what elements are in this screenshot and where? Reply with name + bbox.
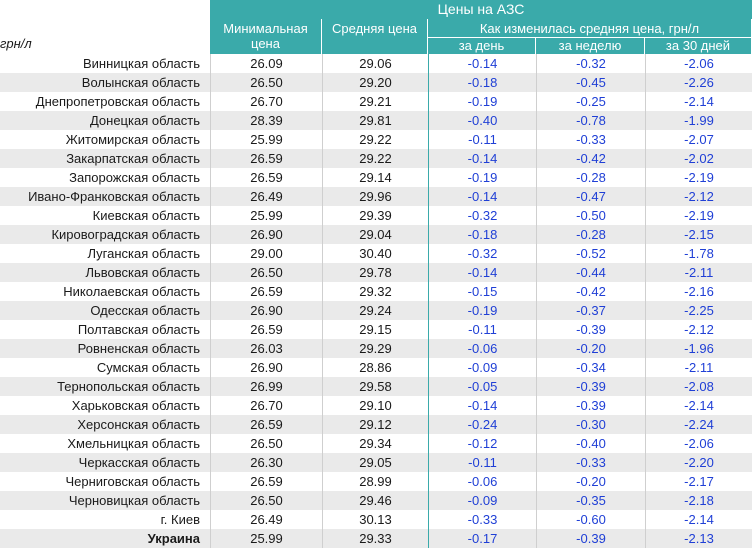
change-day-cell: -0.09 [428, 358, 536, 377]
min-price-cell: 26.59 [210, 149, 322, 168]
table-row [0, 453, 752, 472]
change-day-cell: -0.18 [428, 73, 536, 92]
column-header-min-price: Минимальная цена [210, 19, 322, 54]
avg-price-cell: 29.32 [322, 282, 428, 301]
region-name: Винницкая область [83, 56, 200, 71]
avg-price-cell: 28.99 [322, 472, 428, 491]
table-row [0, 187, 752, 206]
change-30-days-cell: -2.26 [645, 73, 752, 92]
min-price-cell: 26.03 [210, 339, 322, 358]
table-row [0, 434, 752, 453]
table-row [0, 358, 752, 377]
region-name: Львовская область [85, 265, 200, 280]
change-week-cell: -0.50 [536, 206, 645, 225]
min-price-cell: 26.49 [210, 510, 322, 529]
min-price-cell: 26.90 [210, 301, 322, 320]
region-name: Кировоградская область [51, 227, 200, 242]
change-week-cell: -0.34 [536, 358, 645, 377]
region-name: Волынская область [81, 75, 200, 90]
region-name: Запорожская область [69, 170, 200, 185]
region-name: Донецкая область [89, 113, 200, 128]
change-week-cell: -0.28 [536, 225, 645, 244]
change-day-cell: -0.11 [428, 320, 536, 339]
change-day-cell: -0.06 [428, 472, 536, 491]
change-30-days-cell: -2.12 [645, 320, 752, 339]
region-name: Полтавская область [77, 322, 200, 337]
avg-price-cell: 29.20 [322, 73, 428, 92]
change-week-cell: -0.60 [536, 510, 645, 529]
change-day-cell: -0.14 [428, 263, 536, 282]
change-week-cell: -0.47 [536, 187, 645, 206]
table-row [0, 415, 752, 434]
min-price-cell: 26.59 [210, 320, 322, 339]
avg-price-cell: 29.96 [322, 187, 428, 206]
min-price-cell: 26.59 [210, 472, 322, 491]
table-row [0, 206, 752, 225]
change-day-cell: -0.09 [428, 491, 536, 510]
min-price-cell: 26.59 [210, 415, 322, 434]
change-week-cell: -0.20 [536, 339, 645, 358]
avg-price-cell: 29.14 [322, 168, 428, 187]
change-day-cell: -0.32 [428, 206, 536, 225]
change-30-days-cell: -2.18 [645, 491, 752, 510]
table-row [0, 73, 752, 92]
change-day-cell: -0.19 [428, 168, 536, 187]
avg-price-cell: 29.05 [322, 453, 428, 472]
min-price-cell: 25.99 [210, 130, 322, 149]
avg-price-cell: 29.10 [322, 396, 428, 415]
min-price-cell: 26.70 [210, 92, 322, 111]
table-row [0, 320, 752, 339]
change-day-cell: -0.40 [428, 111, 536, 130]
region-name: Черновицкая область [68, 493, 200, 508]
avg-price-cell: 29.12 [322, 415, 428, 434]
min-price-cell: 26.50 [210, 73, 322, 92]
change-day-cell: -0.24 [428, 415, 536, 434]
min-price-cell: 26.90 [210, 358, 322, 377]
change-week-cell: -0.35 [536, 491, 645, 510]
table-row [0, 54, 752, 73]
column-header-30-days: за 30 дней [645, 38, 752, 54]
change-30-days-cell: -2.11 [645, 358, 752, 377]
min-price-cell: 26.49 [210, 187, 322, 206]
change-30-days-cell: -2.07 [645, 130, 752, 149]
avg-price-cell: 29.21 [322, 92, 428, 111]
unit-label: грн/л [0, 36, 32, 51]
region-name: Луганская область [87, 246, 200, 261]
min-price-cell: 28.39 [210, 111, 322, 130]
table-row [0, 301, 752, 320]
change-30-days-cell: -1.99 [645, 111, 752, 130]
change-30-days-cell: -2.08 [645, 377, 752, 396]
table-row [0, 263, 752, 282]
min-price-cell: 29.00 [210, 244, 322, 263]
table-row-total [0, 529, 752, 548]
change-30-days-cell: -2.15 [645, 225, 752, 244]
region-name: Тернопольская область [57, 379, 200, 394]
change-week-cell: -0.28 [536, 168, 645, 187]
region-name: Житомирская область [65, 132, 200, 147]
column-header-avg-change: Как изменилась средняя цена, грн/л [428, 19, 752, 38]
table-row [0, 472, 752, 491]
change-week-cell: -0.33 [536, 130, 645, 149]
change-30-days-cell: -2.20 [645, 453, 752, 472]
change-week-cell: -0.30 [536, 415, 645, 434]
change-day-cell: -0.12 [428, 434, 536, 453]
min-price-cell: 26.30 [210, 453, 322, 472]
region-name: Черкасская область [78, 455, 200, 470]
change-30-days-cell: -2.11 [645, 263, 752, 282]
avg-price-cell: 29.24 [322, 301, 428, 320]
change-30-days-cell: -2.25 [645, 301, 752, 320]
table-row [0, 225, 752, 244]
table-row [0, 168, 752, 187]
change-day-cell: -0.11 [428, 130, 536, 149]
table-row [0, 111, 752, 130]
change-30-days-cell: -2.13 [645, 529, 752, 548]
avg-price-cell: 29.04 [322, 225, 428, 244]
min-price-cell: 26.59 [210, 282, 322, 301]
change-week-cell: -0.78 [536, 111, 645, 130]
table-row [0, 282, 752, 301]
change-30-days-cell: -2.16 [645, 282, 752, 301]
change-30-days-cell: -2.12 [645, 187, 752, 206]
change-day-cell: -0.14 [428, 396, 536, 415]
change-week-cell: -0.37 [536, 301, 645, 320]
min-price-cell: 25.99 [210, 529, 322, 548]
table-row [0, 510, 752, 529]
change-week-cell: -0.42 [536, 149, 645, 168]
table-row [0, 491, 752, 510]
column-header-avg-price: Средняя цена [322, 19, 428, 54]
min-price-cell: 26.50 [210, 491, 322, 510]
avg-price-cell: 29.46 [322, 491, 428, 510]
table-body [0, 54, 752, 548]
table-title: Цены на АЗС [210, 0, 752, 20]
region-name: Ровненская область [77, 341, 200, 356]
change-30-days-cell: -2.14 [645, 92, 752, 111]
change-day-cell: -0.19 [428, 92, 536, 111]
change-day-cell: -0.18 [428, 225, 536, 244]
change-week-cell: -0.42 [536, 282, 645, 301]
avg-price-cell: 29.29 [322, 339, 428, 358]
avg-price-cell: 29.33 [322, 529, 428, 548]
column-header-week: за неделю [536, 38, 645, 54]
change-day-cell: -0.19 [428, 301, 536, 320]
column-header-day: за день [428, 38, 536, 54]
change-week-cell: -0.45 [536, 73, 645, 92]
change-day-cell: -0.32 [428, 244, 536, 263]
avg-price-cell: 29.15 [322, 320, 428, 339]
region-name: Хмельницкая область [67, 436, 200, 451]
change-week-cell: -0.39 [536, 396, 645, 415]
change-week-cell: -0.25 [536, 92, 645, 111]
min-price-cell: 26.09 [210, 54, 322, 73]
change-30-days-cell: -2.02 [645, 149, 752, 168]
min-price-cell: 26.59 [210, 168, 322, 187]
change-week-cell: -0.40 [536, 434, 645, 453]
change-day-cell: -0.11 [428, 453, 536, 472]
table-row [0, 377, 752, 396]
avg-price-cell: 29.06 [322, 54, 428, 73]
region-name: Киевская область [92, 208, 200, 223]
avg-price-cell: 29.22 [322, 149, 428, 168]
avg-price-cell: 29.81 [322, 111, 428, 130]
change-day-cell: -0.33 [428, 510, 536, 529]
change-30-days-cell: -2.24 [645, 415, 752, 434]
change-30-days-cell: -2.14 [645, 510, 752, 529]
region-name: Сумская область [96, 360, 200, 375]
change-week-cell: -0.52 [536, 244, 645, 263]
min-price-cell: 25.99 [210, 206, 322, 225]
change-30-days-cell: -2.06 [645, 54, 752, 73]
avg-price-cell: 28.86 [322, 358, 428, 377]
table-row [0, 396, 752, 415]
change-week-cell: -0.32 [536, 54, 645, 73]
region-name: Ивано-Франковская область [28, 189, 200, 204]
change-30-days-cell: -2.17 [645, 472, 752, 491]
region-name: Черниговская область [65, 474, 200, 489]
table-row [0, 244, 752, 263]
change-30-days-cell: -2.06 [645, 434, 752, 453]
min-price-cell: 26.99 [210, 377, 322, 396]
change-week-cell: -0.33 [536, 453, 645, 472]
change-30-days-cell: -2.19 [645, 168, 752, 187]
region-name: Одесская область [90, 303, 200, 318]
change-week-cell: -0.39 [536, 320, 645, 339]
change-week-cell: -0.44 [536, 263, 645, 282]
avg-price-cell: 29.34 [322, 434, 428, 453]
change-day-cell: -0.05 [428, 377, 536, 396]
change-week-cell: -0.20 [536, 472, 645, 491]
region-name: Украина [147, 531, 200, 546]
avg-price-cell: 30.13 [322, 510, 428, 529]
change-week-cell: -0.39 [536, 377, 645, 396]
avg-price-cell: 29.22 [322, 130, 428, 149]
table-row [0, 130, 752, 149]
min-price-cell: 26.50 [210, 434, 322, 453]
change-30-days-cell: -1.78 [645, 244, 752, 263]
table-row [0, 339, 752, 358]
min-price-cell: 26.70 [210, 396, 322, 415]
change-day-cell: -0.06 [428, 339, 536, 358]
region-name: Закарпатская область [66, 151, 200, 166]
region-name: Харьковская область [71, 398, 200, 413]
avg-price-cell: 29.39 [322, 206, 428, 225]
region-name: Днепропетровская область [35, 94, 200, 109]
change-day-cell: -0.14 [428, 54, 536, 73]
avg-price-cell: 30.40 [322, 244, 428, 263]
change-day-cell: -0.14 [428, 187, 536, 206]
table-row [0, 92, 752, 111]
min-price-cell: 26.50 [210, 263, 322, 282]
min-price-cell: 26.90 [210, 225, 322, 244]
avg-price-cell: 29.78 [322, 263, 428, 282]
change-30-days-cell: -2.19 [645, 206, 752, 225]
change-day-cell: -0.14 [428, 149, 536, 168]
change-week-cell: -0.39 [536, 529, 645, 548]
change-day-cell: -0.17 [428, 529, 536, 548]
change-30-days-cell: -2.14 [645, 396, 752, 415]
region-name: Херсонская область [77, 417, 200, 432]
region-name: г. Киев [160, 512, 200, 527]
change-day-cell: -0.15 [428, 282, 536, 301]
avg-price-cell: 29.58 [322, 377, 428, 396]
table-row [0, 149, 752, 168]
change-30-days-cell: -1.96 [645, 339, 752, 358]
region-name: Николаевская область [63, 284, 200, 299]
